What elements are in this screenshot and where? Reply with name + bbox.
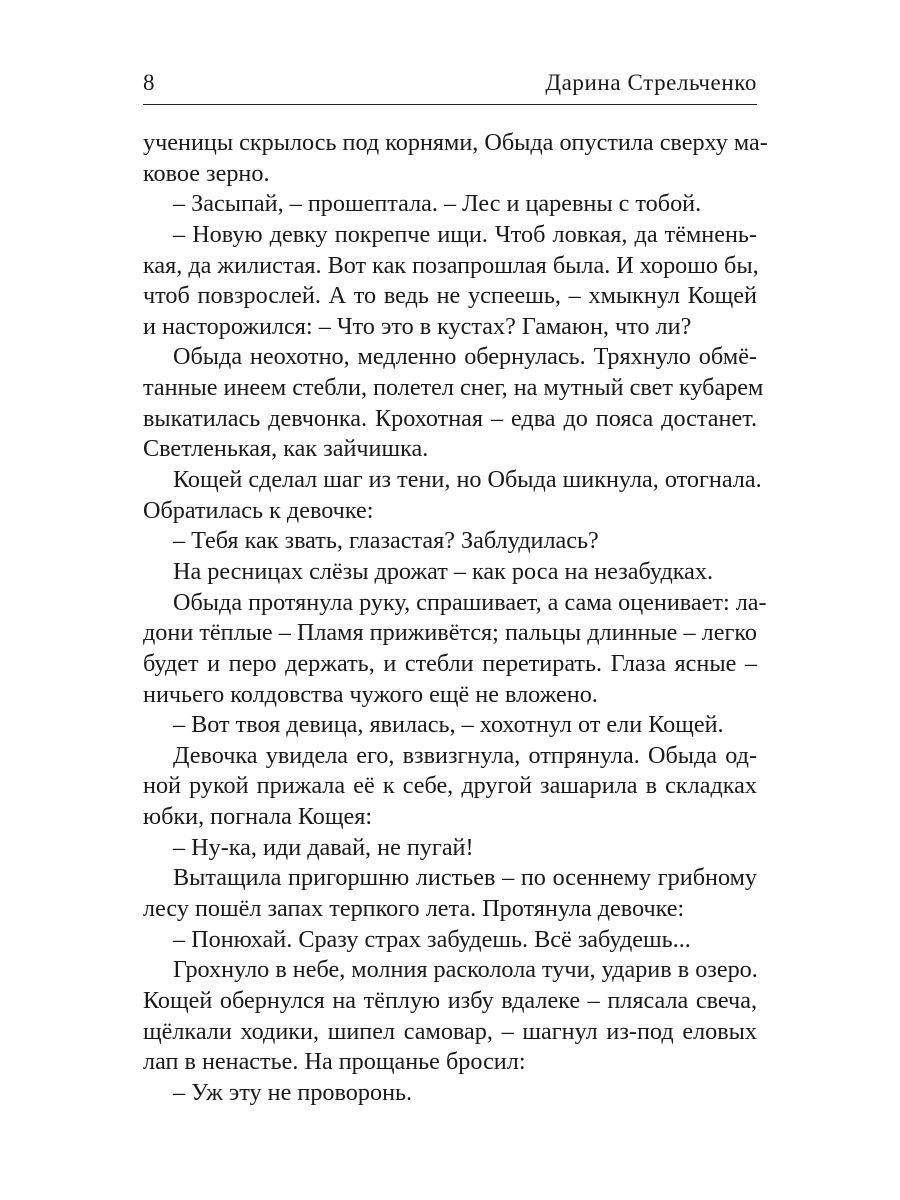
text-line: Кощей обернулся на тёплую избу вдалеке – плясала свеча, [143, 986, 757, 1014]
header-rule [143, 104, 757, 105]
text-line: Обратилась к девочке: [143, 496, 374, 524]
text-line: Вытащила пригоршню листьев – по осеннему грибному [173, 864, 757, 892]
text-line: – Понюхай. Сразу страх забудешь. Всё забудешь... [173, 925, 691, 953]
text-line: Обыда неохотно, медленно обернулась. Тряхнуло обмё- [173, 343, 757, 371]
text-line: На ресницах слёзы дрожат – как роса на незабудках. [173, 557, 714, 585]
text-line: – Тебя как звать, глазастая? Заблудилась? [173, 527, 599, 555]
text-line: выкатилась девчонка. Крохотная – едва до пояса достанет. [143, 404, 757, 432]
text-line: Светленькая, как зайчишка. [143, 435, 429, 463]
text-line: – Новую девку покрепче ищи. Чтоб ловкая, да тёмнень- [173, 220, 757, 248]
text-line: ковое зерно. [143, 159, 270, 187]
text-line: – Засыпай, – прошептала. – Лес и царевны с тобой. [173, 190, 702, 218]
text-line: ной рукой прижала её к себе, другой зашарила в складках [143, 772, 757, 800]
text-line: ученицы скрылось под корнями, Обыда опустила сверху ма- [143, 129, 768, 156]
text-line: Кощей сделал шаг из тени, но Обыда шикнула, отогнала. [173, 466, 762, 494]
text-line: – Вот твоя девица, явилась, – хохотнул от ели Кощей. [173, 711, 724, 739]
text-line: танные инеем стебли, полетел снег, на мутный свет кубарем [143, 374, 764, 402]
text-line: Обыда протянула руку, спрашивает, а сама оценивает: ла- [173, 588, 767, 616]
page-number: 8 [143, 70, 155, 95]
text-line: дони тёплые – Пламя приживётся; пальцы длинные – легко [143, 619, 757, 647]
text-line: Грохнуло в небе, молния расколола тучи, ударив в озеро. [173, 956, 758, 984]
text-line: – Уж эту не проворонь. [173, 1078, 413, 1106]
text-line: чтоб повзрослей. А то ведь не успеешь, – хмыкнул Кощей [143, 282, 757, 310]
text-line: лап в ненастье. На прощанье бросил: [143, 1048, 526, 1076]
text-line: ничьего колдовства чужого ещё не вложено. [143, 680, 598, 708]
author-name: Дарина Стрельченко [545, 70, 757, 95]
text-line: будет и перо держать, и стебли перетирать. Глаза ясные – [143, 649, 757, 677]
text-line: кая, да жилистая. Вот как позапрошлая была. И хорошо бы, [143, 251, 759, 279]
text-line: щёлкали ходики, шипел самовар, – шагнул из-под еловых [143, 1017, 757, 1045]
running-head [143, 64, 757, 98]
text-line: Девочка увидела его, взвизгнула, отпрянула. Обыда од- [173, 741, 757, 769]
text-line: и насторожился: – Что это в кустах? Гамаюн, что ли? [143, 312, 692, 340]
body-text [143, 128, 768, 1109]
text-line: юбки, погнала Кощея: [143, 803, 373, 831]
text-line: лесу пошёл запах терпкого лета. Протянула девочке: [143, 895, 685, 923]
text-line: – Ну-ка, иди давай, не пугай! [173, 833, 474, 861]
